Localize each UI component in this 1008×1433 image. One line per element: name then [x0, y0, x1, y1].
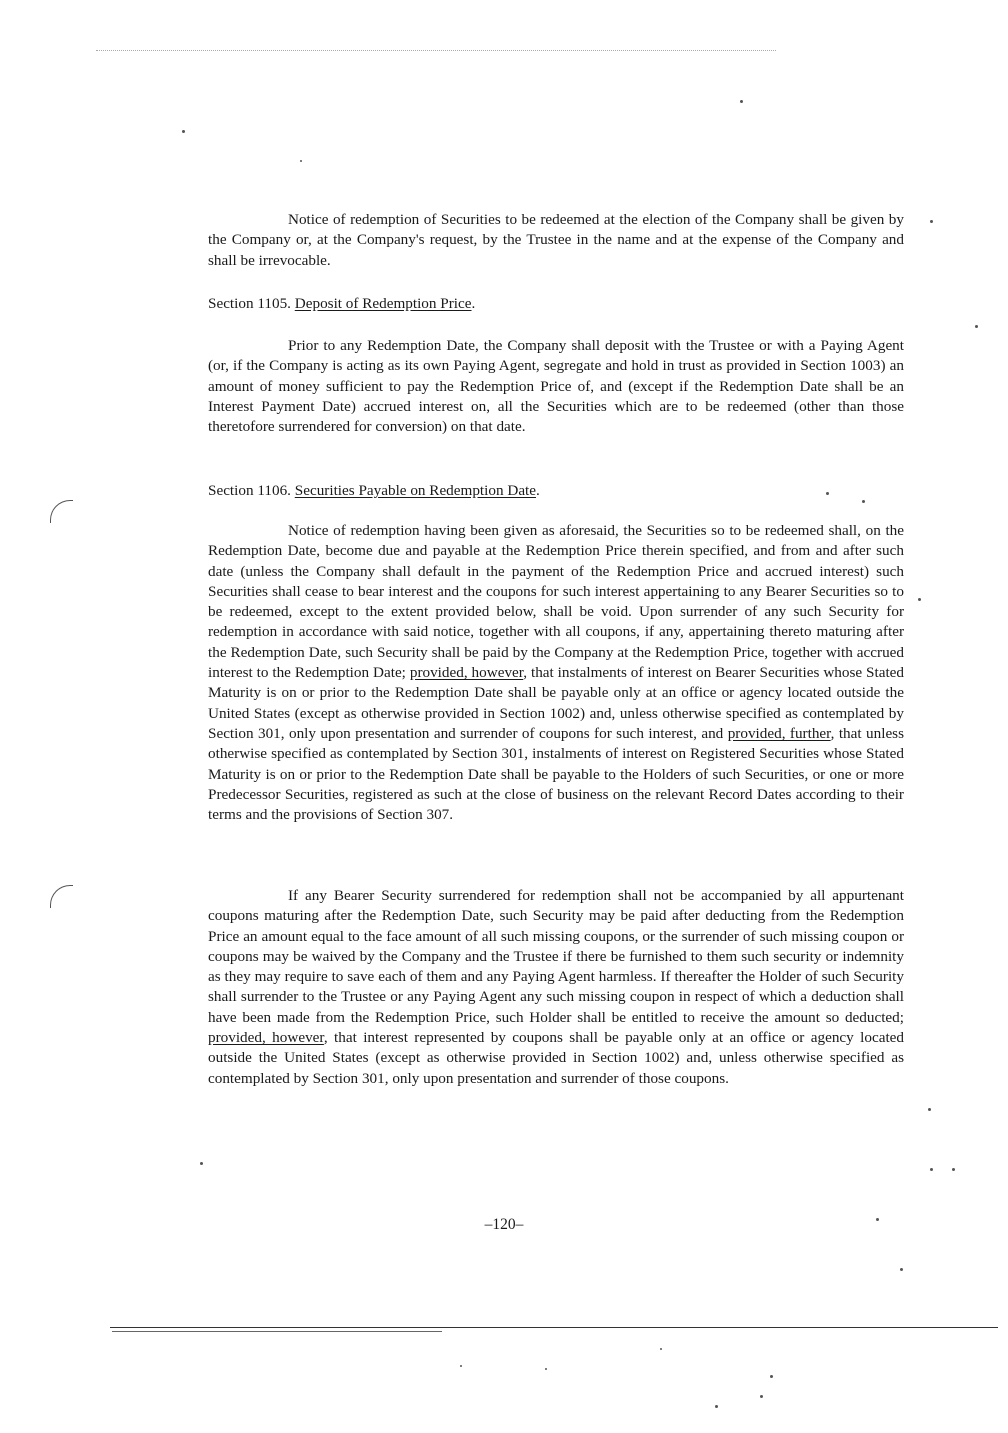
paragraph-text: Notice of redemption having been given as aforesaid, the Securities so to be redeemed shall, on the Redemption Date, become due and payable at the Redemption Price therein specified, and from and after such date (unless the Company shall default in the payment of the Redemption Price and accrued interest) such Securities shall cease to bear interest and the coupons for such interest appertaining to any Bearer Securities so to be redeemed, except to the extent provided below, shall be void. Upon surrender of any such Security for redemption in accordance with said notice, together with all coupons, if any, appertaining thereto maturing after the Redemption Date, such Security shall be paid by the Company at the Redemption Price, together with accrued interest to the Redemption Date;: [208, 522, 904, 682]
paragraph-text: , that instalments of interest on Bearer Securities whose Stated Maturity is on or prior to the Redemption Date shall be payable only at an office or agency located outside the United States (except as otherwise provided in Section 1002) and, unless otherwise specified as contemplated by Section 301, only upon presentation and surrender of coupons for such interest, and: [208, 664, 905, 742]
section-heading-1105: Section 1105. Deposit of Redemption Price.: [208, 295, 476, 312]
paragraph-deposit: [208, 336, 904, 437]
paragraph-notice-of-redemption: [208, 210, 904, 271]
paragraph-text: If any Bearer Security surrendered for redemption shall not be accompanied by all appurtenant coupons maturing after the Redemption Date, such Security may be paid after deducting from the Redemption Price an amount equal to the face amount of all such missing coupons, or the surrender of such missing coupon or coupons may be waived by the Company and the Trustee if there be furnished to them such security or indemnity as they may require to save each of them and any Paying Agent harmless. If thereafter the Holder of such Security shall surrender to the Trustee or any Paying Agent any such missing coupon in respect of which a deduction shall have been made from the Redemption Price, such Holder shall be entitled to receive the amount so deducted;: [208, 887, 904, 1026]
scan-speck: [182, 130, 185, 133]
scan-speck: [200, 1162, 203, 1165]
paragraph-text: Prior to any Redemption Date, the Company shall deposit with the Trustee or with a Paying Agent (or, if the Company is acting as its own Paying Agent, segregate and hold in trust as provided in Section 1003) an amount of money sufficient to pay the Redemption Price of, and (except if the Redemption Date shall be an Interest Payment Date) accrued interest on, all the Securities which are to be redeemed (other than those theretofore surrendered for conversion) on that date.: [208, 337, 904, 436]
scan-speck: [545, 1368, 547, 1370]
scan-speck: [930, 1168, 933, 1171]
scan-speck: [760, 1395, 763, 1398]
scan-speck: [930, 220, 933, 223]
scan-speck: [928, 1108, 931, 1111]
section-title: Deposit of Redemption Price: [294, 295, 472, 312]
scan-speck: [660, 1348, 662, 1350]
proviso-term: provided, however: [409, 664, 524, 682]
scan-speck: [918, 598, 921, 601]
section-number: Section 1106.: [208, 482, 291, 499]
paragraph-text: , that interest represented by coupons shall be payable only at an office or agency located outside the United States (except as otherwise provided in Section 1002) and, unless otherwise specified as contemplated by Section 301, only upon presentation and surrender of those coupons.: [208, 1029, 904, 1087]
page-number: –120–: [484, 1216, 524, 1233]
proviso-term: provided, however: [208, 1029, 324, 1047]
section-title: Securities Payable on Redemption Date: [294, 482, 537, 499]
scan-speck: [876, 1218, 879, 1221]
paragraph-text: Notice of redemption of Securities to be redeemed at the election of the Company shall be given by the Company or, at the Company's request, by the Trustee in the name and at the expense of the Company and shall be irrevocable.: [208, 211, 904, 269]
footer-rule-secondary: [112, 1331, 442, 1332]
section-number: Section 1105.: [208, 295, 291, 312]
scan-speck: [862, 500, 865, 503]
footer-rule: [110, 1327, 998, 1328]
scan-speck: [770, 1375, 773, 1378]
hole-punch-mark: [50, 500, 73, 523]
scan-artifact-line: [96, 50, 776, 51]
hole-punch-mark: [50, 885, 73, 908]
proviso-term: provided, further: [727, 724, 831, 742]
scan-speck: [460, 1365, 462, 1367]
scan-speck: [826, 492, 829, 495]
scan-speck: [740, 100, 743, 103]
scan-speck: [715, 1405, 718, 1408]
paragraph-text: , that unless otherwise specified as contemplated by Section 301, instalments of interest on Registered Securities whose Stated Maturity is on or prior to the Redemption Date shall be payable to the Holders of such Securities, or one or more Predecessor Securities, registered as such at the close of business on the relevant Record Dates according to their terms and the provisions of Section 307.: [208, 724, 905, 824]
scan-speck: [300, 160, 302, 162]
scan-speck: [900, 1268, 903, 1271]
section-heading-1106: Section 1106. Securities Payable on Redemption Date.: [208, 482, 540, 499]
paragraph-securities-payable: [208, 521, 904, 825]
scan-speck: [975, 325, 978, 328]
scan-speck: [952, 1168, 955, 1171]
paragraph-missing-coupons: [208, 886, 904, 1089]
